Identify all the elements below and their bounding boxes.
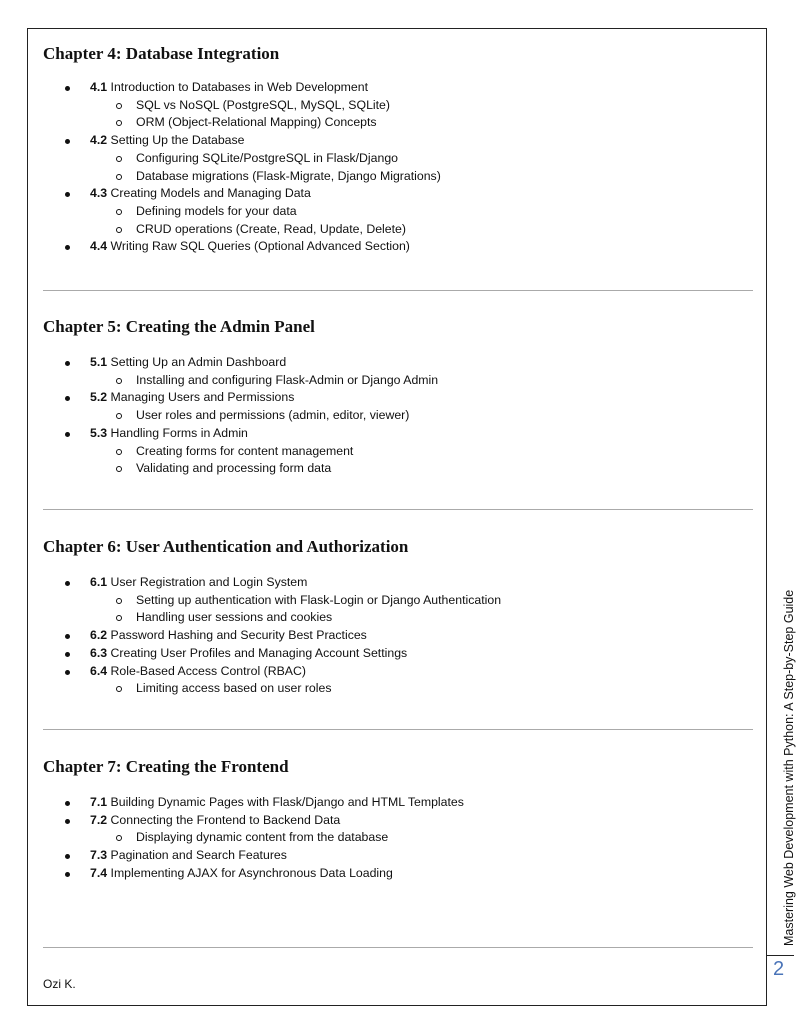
circle-bullet-icon	[116, 466, 122, 472]
topic-text: Handling Forms in Admin	[107, 425, 248, 440]
circle-bullet-icon	[116, 227, 122, 233]
topic-item	[43, 574, 501, 627]
topic-text: Creating User Profiles and Managing Account Settings	[107, 645, 408, 660]
topic-text: Role-Based Access Control (RBAC)	[107, 663, 306, 678]
bullet-icon	[65, 634, 70, 639]
bullet-icon	[65, 396, 70, 401]
bullet-icon	[65, 192, 70, 197]
section-divider	[43, 290, 753, 291]
page-number: 2	[773, 958, 785, 980]
chapter-4	[43, 44, 441, 256]
subtopic-item	[90, 372, 438, 390]
subtopic-item	[90, 407, 438, 425]
section-divider	[43, 729, 753, 730]
subtopic-item	[90, 150, 441, 168]
subtopic-text: ORM (Object-Relational Mapping) Concepts	[136, 115, 377, 130]
topic-item	[43, 132, 441, 185]
subtopic-item	[90, 609, 501, 627]
circle-bullet-icon	[116, 209, 122, 215]
subtopic-item	[90, 221, 441, 239]
subtopic-text: Creating forms for content management	[136, 443, 354, 458]
subtopic-list	[90, 372, 438, 390]
subtopic-item	[90, 592, 501, 610]
chapter-5	[43, 317, 438, 478]
chapter-title: Chapter 6: User Authentication and Authorization	[43, 537, 409, 556]
bullet-icon	[65, 361, 70, 366]
subtopic-text: Handling user sessions and cookies	[136, 610, 333, 625]
topic-item	[43, 663, 501, 698]
topic-text: Implementing AJAX for Asynchronous Data Loading	[107, 865, 393, 880]
subtopic-list	[90, 407, 438, 425]
topic-number: 5.3	[90, 425, 108, 440]
topic-number: 7.2	[90, 812, 108, 827]
bullet-icon	[65, 652, 70, 657]
subtopic-text: CRUD operations (Create, Read, Update, Delete)	[136, 221, 406, 236]
subtopic-text: Displaying dynamic content from the database	[136, 830, 389, 845]
topic-list	[43, 574, 501, 698]
topic-number: 6.2	[90, 628, 108, 643]
bullet-icon	[65, 245, 70, 250]
subtopic-text: Validating and processing form data	[136, 461, 332, 476]
topic-text: Creating Models and Managing Data	[107, 186, 311, 201]
topic-item	[43, 354, 438, 389]
subtopic-list	[90, 680, 501, 698]
topic-text: User Registration and Login System	[107, 575, 308, 589]
subtopic-item	[90, 680, 501, 698]
chapter-6	[43, 537, 501, 698]
topic-text: Setting Up an Admin Dashboard	[107, 355, 287, 369]
topic-item	[43, 645, 501, 663]
topic-list	[43, 354, 438, 478]
topic-list	[43, 794, 464, 883]
topic-text: Introduction to Databases in Web Development	[107, 80, 368, 94]
topic-number: 4.3	[90, 186, 108, 201]
subtopic-text: Defining models for your data	[136, 203, 297, 218]
bullet-icon	[65, 854, 70, 859]
topic-text: Pagination and Search Features	[107, 848, 287, 863]
topic-item	[43, 865, 464, 883]
topic-item	[43, 847, 464, 865]
topic-number: 6.1	[90, 575, 108, 589]
subtopic-item	[90, 443, 438, 461]
subtopic-item	[90, 97, 441, 115]
circle-bullet-icon	[116, 156, 122, 162]
page-number-divider	[767, 955, 794, 956]
subtopic-list	[90, 829, 464, 847]
subtopic-list	[90, 97, 441, 132]
subtopic-text: Installing and configuring Flask-Admin or Django Admin	[136, 372, 439, 387]
topic-item	[43, 389, 438, 424]
topic-number: 5.1	[90, 355, 108, 369]
topic-number: 6.3	[90, 645, 108, 660]
chapter-title: Chapter 5: Creating the Admin Panel	[43, 317, 315, 336]
topic-item	[43, 425, 438, 478]
topic-text: Writing Raw SQL Queries (Optional Advanced Section)	[107, 239, 410, 254]
topic-item	[43, 185, 441, 238]
bullet-icon	[65, 581, 70, 586]
subtopic-text: Setting up authentication with Flask-Login or Django Authentication	[136, 592, 502, 607]
circle-bullet-icon	[116, 174, 122, 180]
bullet-icon	[65, 86, 70, 91]
circle-bullet-icon	[116, 120, 122, 126]
subtopic-item	[90, 203, 441, 221]
circle-bullet-icon	[116, 103, 122, 109]
topic-item	[43, 79, 441, 132]
topic-number: 4.1	[90, 80, 108, 94]
topic-number: 6.4	[90, 663, 108, 678]
topic-item	[43, 812, 464, 847]
topic-text: Connecting the Frontend to Backend Data	[107, 812, 341, 827]
circle-bullet-icon	[116, 413, 122, 419]
subtopic-text: Configuring SQLite/PostgreSQL in Flask/Django	[136, 150, 399, 165]
topic-number: 7.3	[90, 848, 108, 863]
circle-bullet-icon	[116, 686, 122, 692]
topic-text: Managing Users and Permissions	[107, 390, 295, 405]
subtopic-item	[90, 460, 438, 478]
book-title: Mastering Web Development with Python: A Step-by-Step Guide	[782, 589, 796, 946]
bullet-icon	[65, 670, 70, 675]
circle-bullet-icon	[116, 378, 122, 384]
topic-text: Password Hashing and Security Best Practices	[107, 628, 367, 643]
topic-item	[43, 238, 441, 256]
circle-bullet-icon	[116, 598, 122, 604]
topic-number: 4.4	[90, 239, 108, 254]
bullet-icon	[65, 819, 70, 824]
topic-number: 5.2	[90, 390, 108, 405]
circle-bullet-icon	[116, 449, 122, 455]
subtopic-list	[90, 592, 501, 627]
topic-text: Setting Up the Database	[107, 133, 245, 148]
bullet-icon	[65, 139, 70, 144]
subtopic-text: Database migrations (Flask-Migrate, Django Migrations)	[136, 168, 441, 183]
bullet-icon	[65, 432, 70, 437]
topic-item	[43, 627, 501, 645]
subtopic-text: Limiting access based on user roles	[136, 681, 332, 696]
subtopic-text: User roles and permissions (admin, editor, viewer)	[136, 408, 410, 423]
topic-number: 7.4	[90, 865, 108, 880]
author-name: Ozi K.	[43, 977, 76, 991]
topic-item	[43, 794, 464, 812]
subtopic-list	[90, 150, 441, 185]
subtopic-list	[90, 443, 438, 478]
section-divider	[43, 509, 753, 510]
subtopic-list	[90, 203, 441, 238]
subtopic-text: SQL vs NoSQL (PostgreSQL, MySQL, SQLite)	[136, 97, 390, 112]
chapter-7	[43, 757, 464, 883]
chapter-title: Chapter 7: Creating the Frontend	[43, 757, 289, 776]
topic-text: Building Dynamic Pages with Flask/Django and HTML Templates	[107, 795, 464, 809]
topic-number: 4.2	[90, 133, 108, 148]
circle-bullet-icon	[116, 835, 122, 841]
footer-divider	[43, 947, 753, 948]
bullet-icon	[65, 872, 70, 877]
topic-list	[43, 79, 441, 256]
bullet-icon	[65, 801, 70, 806]
subtopic-item	[90, 829, 464, 847]
subtopic-item	[90, 114, 441, 132]
chapter-title: Chapter 4: Database Integration	[43, 44, 280, 63]
subtopic-item	[90, 168, 441, 186]
topic-number: 7.1	[90, 795, 108, 809]
circle-bullet-icon	[116, 615, 122, 621]
